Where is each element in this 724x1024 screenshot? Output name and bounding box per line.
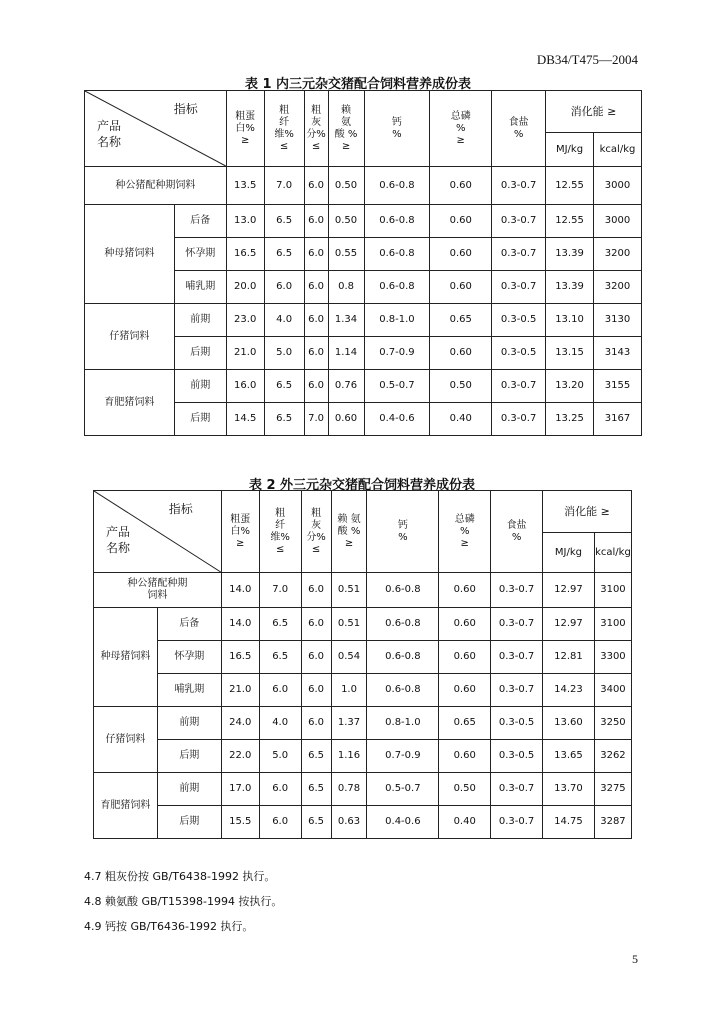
table-cell: 6.5 bbox=[264, 403, 304, 436]
table-cell: 0.50 bbox=[328, 205, 364, 238]
table-cell: 12.97 bbox=[543, 608, 595, 641]
table-cell: 14.0 bbox=[221, 608, 259, 641]
table-cell: 0.60 bbox=[328, 403, 364, 436]
header-c5 bbox=[367, 491, 439, 573]
table-cell: 17.0 bbox=[221, 773, 259, 806]
row-sub-label: 后期 bbox=[174, 403, 226, 436]
table-row bbox=[85, 167, 642, 205]
header-c4-line: ≥ bbox=[341, 140, 351, 152]
table-cell: 4.0 bbox=[259, 707, 301, 740]
table-cell: 16.0 bbox=[226, 370, 264, 403]
table-cell: 6.0 bbox=[301, 641, 331, 674]
header-c2-line: 纤 bbox=[275, 519, 286, 531]
header-c3-line: 分% bbox=[306, 531, 326, 543]
table-row bbox=[94, 773, 632, 806]
row-sub-label: 后备 bbox=[174, 205, 226, 238]
table-cell: 13.10 bbox=[546, 304, 594, 337]
table-cell: 0.7-0.9 bbox=[364, 337, 430, 370]
header-c6-line: 总磷 bbox=[450, 110, 471, 122]
table-cell: 0.50 bbox=[328, 167, 364, 205]
table-cell: 0.4-0.6 bbox=[364, 403, 430, 436]
table-cell: 0.6-0.8 bbox=[367, 608, 439, 641]
corner-header bbox=[85, 91, 227, 167]
table-cell: 3400 bbox=[594, 674, 631, 707]
header-c2 bbox=[264, 91, 304, 167]
header-kcal: kcal/kg bbox=[594, 533, 631, 573]
table-cell: 13.39 bbox=[546, 238, 594, 271]
table-cell: 6.5 bbox=[264, 370, 304, 403]
table-cell: 1.16 bbox=[331, 740, 367, 773]
table-cell: 13.60 bbox=[543, 707, 595, 740]
header-c4 bbox=[328, 91, 364, 167]
table-cell: 12.97 bbox=[543, 573, 595, 608]
table-cell: 3262 bbox=[594, 740, 631, 773]
row-group-label: 仔猪饲料 bbox=[94, 707, 158, 773]
table-cell: 3100 bbox=[594, 573, 631, 608]
row-sub-label: 哺乳期 bbox=[157, 674, 221, 707]
table-cell: 14.5 bbox=[226, 403, 264, 436]
table-cell: 0.50 bbox=[430, 370, 492, 403]
table-cell: 3300 bbox=[594, 641, 631, 674]
header-c2 bbox=[259, 491, 301, 573]
table-cell: 3000 bbox=[593, 205, 641, 238]
table-cell: 14.75 bbox=[543, 806, 595, 839]
table-cell: 1.34 bbox=[328, 304, 364, 337]
table-cell: 0.3-0.5 bbox=[492, 337, 546, 370]
product-label-2: 名称 bbox=[97, 135, 122, 149]
header-c3-line: ≤ bbox=[311, 543, 321, 555]
header-c7-line: 食盐 bbox=[506, 519, 527, 531]
table-cell: 6.0 bbox=[301, 674, 331, 707]
table-cell: 0.8-1.0 bbox=[364, 304, 430, 337]
table-cell: 0.51 bbox=[331, 608, 367, 641]
table-cell: 5.0 bbox=[259, 740, 301, 773]
table-cell: 13.70 bbox=[543, 773, 595, 806]
header-c3-line: 粗 bbox=[311, 104, 322, 116]
table-cell: 23.0 bbox=[226, 304, 264, 337]
table-cell: 0.60 bbox=[439, 608, 491, 641]
table-cell: 14.23 bbox=[543, 674, 595, 707]
table-cell: 0.3-0.7 bbox=[491, 806, 543, 839]
table-cell: 3167 bbox=[593, 403, 641, 436]
product-label: 产品 bbox=[106, 525, 131, 539]
table-cell: 3000 bbox=[593, 167, 641, 205]
table-cell: 6.5 bbox=[259, 641, 301, 674]
header-c1-line: 粗蛋 bbox=[235, 110, 256, 122]
table-cell: 13.0 bbox=[226, 205, 264, 238]
header-c4-line: 酸 % bbox=[337, 525, 361, 537]
row-group-label: 仔猪饲料 bbox=[85, 304, 175, 370]
table-cell: 3100 bbox=[594, 608, 631, 641]
table-cell: 12.55 bbox=[546, 167, 594, 205]
table-cell: 0.60 bbox=[430, 337, 492, 370]
table-cell: 0.6-0.8 bbox=[364, 205, 430, 238]
table-cell: 7.0 bbox=[304, 403, 328, 436]
table-row bbox=[94, 641, 632, 674]
table-cell: 6.0 bbox=[301, 608, 331, 641]
header-kcal: kcal/kg bbox=[593, 133, 641, 167]
header-c3 bbox=[301, 491, 331, 573]
table-cell: 0.55 bbox=[328, 238, 364, 271]
header-c7-line: 食盐 bbox=[508, 116, 529, 128]
table-cell: 0.4-0.6 bbox=[367, 806, 439, 839]
header-c6-line: % bbox=[455, 122, 466, 134]
table-cell: 0.5-0.7 bbox=[367, 773, 439, 806]
table-row bbox=[85, 304, 642, 337]
header-c1-line: 白% bbox=[230, 525, 250, 537]
header-c1 bbox=[226, 91, 264, 167]
header-c7 bbox=[491, 491, 543, 573]
table-cell: 0.65 bbox=[439, 707, 491, 740]
table-cell: 0.3-0.5 bbox=[491, 740, 543, 773]
table-cell: 0.60 bbox=[430, 167, 492, 205]
header-c4-line: ≥ bbox=[344, 537, 354, 549]
table-cell: 4.0 bbox=[264, 304, 304, 337]
note-4-8: 4.8 赖氨酸 GB/T15398-1994 按执行。 bbox=[84, 895, 283, 908]
header-c3 bbox=[304, 91, 328, 167]
table-cell: 0.5-0.7 bbox=[364, 370, 430, 403]
table-cell: 1.14 bbox=[328, 337, 364, 370]
header-c3-line: ≤ bbox=[311, 140, 321, 152]
table-cell: 0.3-0.7 bbox=[492, 205, 546, 238]
header-c2-line: 纤 bbox=[279, 116, 290, 128]
table-cell: 0.8-1.0 bbox=[367, 707, 439, 740]
header-energy: 消化能 ≥ bbox=[546, 91, 642, 133]
table-cell: 15.5 bbox=[221, 806, 259, 839]
table-cell: 6.0 bbox=[259, 773, 301, 806]
table-row bbox=[94, 674, 632, 707]
header-c3-line: 粗 bbox=[311, 507, 322, 519]
table-row bbox=[85, 370, 642, 403]
table-cell: 6.5 bbox=[301, 773, 331, 806]
table2 bbox=[93, 490, 632, 839]
table-cell: 0.6-0.8 bbox=[364, 238, 430, 271]
table-cell: 13.20 bbox=[546, 370, 594, 403]
header-c4-line: 酸 % bbox=[334, 128, 358, 140]
table-cell: 0.60 bbox=[430, 271, 492, 304]
table-cell: 13.15 bbox=[546, 337, 594, 370]
header-c2-line: 维% bbox=[274, 128, 294, 140]
table-cell: 13.5 bbox=[226, 167, 264, 205]
table-cell: 24.0 bbox=[221, 707, 259, 740]
table-cell: 0.54 bbox=[331, 641, 367, 674]
header-c2-line: 粗 bbox=[279, 104, 290, 116]
header-c1-line: 粗蛋 bbox=[230, 513, 251, 525]
note-4-9: 4.9 钙按 GB/T6436-1992 执行。 bbox=[84, 920, 254, 933]
table-cell: 3130 bbox=[593, 304, 641, 337]
table2-caption: 表 2 外三元杂交猪配合饲料营养成份表 bbox=[248, 478, 476, 493]
table-cell: 0.3-0.7 bbox=[492, 167, 546, 205]
table-cell: 6.0 bbox=[304, 271, 328, 304]
table-cell: 0.7-0.9 bbox=[367, 740, 439, 773]
table-cell: 6.0 bbox=[304, 337, 328, 370]
table-cell: 0.60 bbox=[439, 573, 491, 608]
header-c3-line: 灰 bbox=[311, 116, 322, 128]
table-cell: 12.81 bbox=[543, 641, 595, 674]
header-c7-line: % bbox=[513, 128, 524, 140]
table-cell: 13.39 bbox=[546, 271, 594, 304]
table-cell: 0.40 bbox=[439, 806, 491, 839]
table-cell: 0.3-0.7 bbox=[492, 403, 546, 436]
table-cell: 3143 bbox=[593, 337, 641, 370]
row-group-label: 种公猪配种期饲料 bbox=[85, 167, 227, 205]
table-cell: 0.6-0.8 bbox=[364, 167, 430, 205]
table-cell: 1.0 bbox=[331, 674, 367, 707]
table-cell: 7.0 bbox=[264, 167, 304, 205]
row-group-label: 种母猪饲料 bbox=[94, 608, 158, 707]
header-c4-line: 赖 bbox=[341, 104, 352, 116]
header-energy: 消化能 ≥ bbox=[543, 491, 632, 533]
table-cell: 6.0 bbox=[259, 806, 301, 839]
table-cell: 0.3-0.5 bbox=[491, 707, 543, 740]
header-c2-line: 粗 bbox=[275, 507, 286, 519]
table-cell: 0.6-0.8 bbox=[367, 573, 439, 608]
table-cell: 3155 bbox=[593, 370, 641, 403]
table-cell: 0.40 bbox=[430, 403, 492, 436]
table-cell: 3250 bbox=[594, 707, 631, 740]
notes bbox=[84, 868, 282, 943]
table-cell: 6.5 bbox=[301, 740, 331, 773]
row-group-label: 育肥猪饲料 bbox=[85, 370, 175, 436]
table-cell: 3275 bbox=[594, 773, 631, 806]
table-cell: 14.0 bbox=[221, 573, 259, 608]
header-c6-line: 总磷 bbox=[454, 513, 475, 525]
table-cell: 0.3-0.7 bbox=[492, 271, 546, 304]
table-cell: 0.6-0.8 bbox=[367, 641, 439, 674]
header-c5-line: % bbox=[398, 531, 408, 543]
header-c2-line: ≤ bbox=[279, 140, 289, 152]
table-cell: 0.3-0.5 bbox=[492, 304, 546, 337]
table-cell: 0.60 bbox=[439, 674, 491, 707]
table-cell: 0.3-0.7 bbox=[491, 773, 543, 806]
table-cell: 6.0 bbox=[264, 271, 304, 304]
table-cell: 6.0 bbox=[304, 167, 328, 205]
header-c1-line: ≥ bbox=[240, 134, 250, 146]
header-c6 bbox=[430, 91, 492, 167]
table-row bbox=[94, 806, 632, 839]
table-cell: 0.60 bbox=[439, 740, 491, 773]
table-cell: 0.63 bbox=[331, 806, 367, 839]
header-c1-line: 白% bbox=[235, 122, 255, 134]
table-cell: 0.6-0.8 bbox=[364, 271, 430, 304]
header-c7-line: % bbox=[511, 531, 522, 543]
table-cell: 0.3-0.7 bbox=[491, 641, 543, 674]
table-cell: 0.60 bbox=[430, 238, 492, 271]
product-label-2: 名称 bbox=[106, 541, 131, 555]
table1 bbox=[84, 90, 642, 436]
table-cell: 13.25 bbox=[546, 403, 594, 436]
row-sub-label: 怀孕期 bbox=[174, 238, 226, 271]
header-c6-line: ≥ bbox=[456, 134, 465, 146]
table-cell: 3200 bbox=[593, 271, 641, 304]
table-cell: 0.50 bbox=[439, 773, 491, 806]
table-cell: 6.0 bbox=[304, 370, 328, 403]
header-c1-line: ≥ bbox=[236, 537, 245, 549]
table-cell: 16.5 bbox=[221, 641, 259, 674]
table-row bbox=[94, 707, 632, 740]
product-label: 产品 bbox=[97, 119, 122, 133]
indicator-label: 指标 bbox=[168, 502, 193, 516]
header-c6 bbox=[439, 491, 491, 573]
row-sub-label: 后备 bbox=[157, 608, 221, 641]
header-c1 bbox=[221, 491, 259, 573]
row-sub-label: 前期 bbox=[174, 370, 226, 403]
table-cell: 6.0 bbox=[301, 573, 331, 608]
header-c2-line: ≤ bbox=[275, 543, 285, 555]
header-c5 bbox=[364, 91, 430, 167]
header-c6-line: ≥ bbox=[460, 537, 469, 549]
table-row bbox=[94, 608, 632, 641]
table-row bbox=[94, 573, 632, 608]
row-sub-label: 怀孕期 bbox=[157, 641, 221, 674]
table-row bbox=[94, 740, 632, 773]
row-group-label: 种公猪配种期饲料 bbox=[94, 573, 222, 608]
table-cell: 20.0 bbox=[226, 271, 264, 304]
table-cell: 16.5 bbox=[226, 238, 264, 271]
table-cell: 0.78 bbox=[331, 773, 367, 806]
table-cell: 6.5 bbox=[264, 205, 304, 238]
table-cell: 13.65 bbox=[543, 740, 595, 773]
header-c5-line: % bbox=[392, 128, 402, 140]
table-cell: 0.8 bbox=[328, 271, 364, 304]
table-cell: 1.37 bbox=[331, 707, 367, 740]
header-c4 bbox=[331, 491, 367, 573]
table-cell: 21.0 bbox=[226, 337, 264, 370]
table1-caption: 表 1 内三元杂交猪配合饲料营养成份表 bbox=[244, 77, 472, 92]
row-sub-label: 前期 bbox=[174, 304, 226, 337]
table-cell: 6.5 bbox=[264, 238, 304, 271]
note-4-7: 4.7 粗灰份按 GB/T6438-1992 执行。 bbox=[84, 870, 276, 883]
table-cell: 12.55 bbox=[546, 205, 594, 238]
table-cell: 0.60 bbox=[439, 641, 491, 674]
header-c5-line: 钙 bbox=[391, 116, 402, 128]
table-cell: 0.65 bbox=[430, 304, 492, 337]
table-cell: 0.51 bbox=[331, 573, 367, 608]
table-cell: 6.5 bbox=[259, 608, 301, 641]
table-cell: 6.0 bbox=[304, 304, 328, 337]
row-sub-label: 前期 bbox=[157, 707, 221, 740]
table-cell: 0.3-0.7 bbox=[491, 573, 543, 608]
table-cell: 6.0 bbox=[304, 205, 328, 238]
table-cell: 22.0 bbox=[221, 740, 259, 773]
indicator-label: 指标 bbox=[173, 102, 198, 116]
table-cell: 0.3-0.7 bbox=[492, 238, 546, 271]
header-c5-line: 钙 bbox=[397, 519, 408, 531]
header-mj: MJ/kg bbox=[546, 133, 594, 167]
table-cell: 0.3-0.7 bbox=[491, 674, 543, 707]
table-cell: 21.0 bbox=[221, 674, 259, 707]
row-sub-label: 哺乳期 bbox=[174, 271, 226, 304]
table-cell: 0.3-0.7 bbox=[492, 370, 546, 403]
header-c2-line: 维% bbox=[270, 531, 290, 543]
header-c4-line: 氨 bbox=[341, 116, 352, 128]
row-sub-label: 后期 bbox=[157, 806, 221, 839]
table-cell: 7.0 bbox=[259, 573, 301, 608]
header-c4-line: 赖 氨 bbox=[337, 513, 361, 525]
table-cell: 0.3-0.7 bbox=[491, 608, 543, 641]
header-c3-line: 分% bbox=[306, 128, 326, 140]
document-code: DB34/T475—2004 bbox=[536, 52, 638, 67]
header-c6-line: % bbox=[459, 525, 470, 537]
row-sub-label: 后期 bbox=[157, 740, 221, 773]
table-cell: 3200 bbox=[593, 238, 641, 271]
table-cell: 0.6-0.8 bbox=[367, 674, 439, 707]
row-group-label: 种母猪饲料 bbox=[85, 205, 175, 304]
header-c7 bbox=[492, 91, 546, 167]
row-group-label: 育肥猪饲料 bbox=[94, 773, 158, 839]
table-cell: 0.60 bbox=[430, 205, 492, 238]
row-sub-label: 后期 bbox=[174, 337, 226, 370]
table-cell: 6.5 bbox=[301, 806, 331, 839]
header-mj: MJ/kg bbox=[543, 533, 595, 573]
table-cell: 3287 bbox=[594, 806, 631, 839]
row-sub-label: 前期 bbox=[157, 773, 221, 806]
table-cell: 6.0 bbox=[259, 674, 301, 707]
corner-header bbox=[94, 491, 222, 573]
table-cell: 5.0 bbox=[264, 337, 304, 370]
table-cell: 6.0 bbox=[304, 238, 328, 271]
table-cell: 0.76 bbox=[328, 370, 364, 403]
header-c3-line: 灰 bbox=[311, 519, 322, 531]
table-cell: 6.0 bbox=[301, 707, 331, 740]
page-number: 5 bbox=[632, 952, 638, 966]
table-row bbox=[85, 205, 642, 238]
